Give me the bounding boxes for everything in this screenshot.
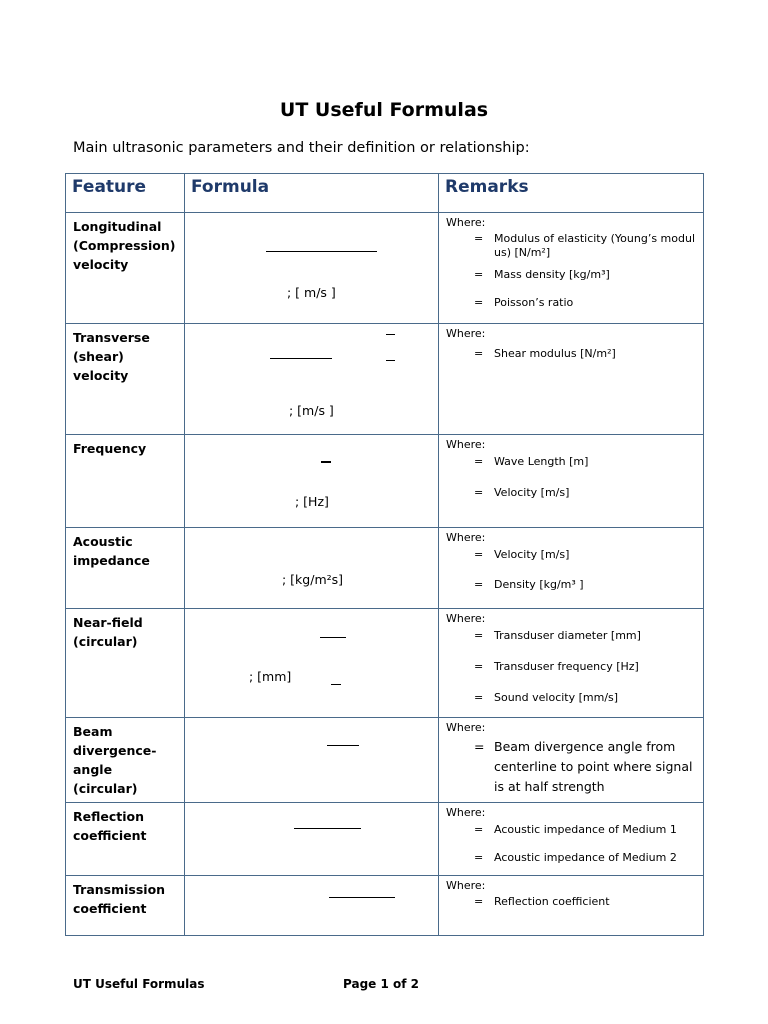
- feature-cell: Transverse (shear) velocity: [66, 324, 185, 435]
- remarks-cell: [439, 213, 704, 324]
- list-item: = Transduser diameter [mm]: [474, 629, 641, 642]
- list-item: = Sound velocity [mm/s]: [474, 691, 619, 704]
- feature-cell: Beam divergence-angle (circular): [66, 718, 185, 803]
- feature-cell: Frequency: [66, 435, 185, 528]
- formula-cell: [185, 803, 439, 876]
- footer-title: UT Useful Formulas: [73, 977, 205, 991]
- remarks-cell: [439, 609, 704, 718]
- remarks-cell: [439, 324, 704, 435]
- where-label: Where:: [446, 806, 486, 819]
- remarks-cell: [439, 435, 704, 528]
- formula-cell: [185, 213, 439, 324]
- formula-unit: ; [mm]: [249, 669, 292, 684]
- header-remarks: Remarks: [439, 174, 704, 213]
- list-item: = Beam divergence angle from centerline to point where signal is at half strength: [474, 739, 693, 794]
- table-row: [66, 435, 704, 528]
- header-formula: Formula: [185, 174, 439, 213]
- remarks-cell: [439, 876, 704, 936]
- list-item: = Velocity [m/s]: [474, 486, 570, 499]
- list-item: = Wave Length [m]: [474, 455, 589, 468]
- feature-cell: Transmission coefficient: [66, 876, 185, 936]
- table-row: [66, 803, 704, 876]
- table-header-row: [66, 174, 704, 213]
- table-row: [66, 718, 704, 803]
- table-row: [66, 324, 704, 435]
- where-label: Where:: [446, 438, 486, 451]
- table-row: [66, 609, 704, 718]
- fraction-bar: [320, 637, 346, 638]
- table-row: [66, 876, 704, 936]
- feature-cell: Near-field (circular): [66, 609, 185, 718]
- feature-cell: Longitudinal (Compression) velocity: [66, 213, 185, 324]
- header-feature: Feature: [66, 174, 185, 213]
- list-item: = Reflection coefficient: [474, 895, 610, 908]
- footer-page-number: Page 1 of 2: [343, 977, 419, 991]
- formula-cell: [185, 324, 439, 435]
- document-subtitle: Main ultrasonic parameters and their definition or relationship:: [73, 140, 530, 156]
- list-item: = Shear modulus [N/m²]: [474, 347, 616, 360]
- where-label: Where:: [446, 216, 486, 229]
- formula-cell: [185, 876, 439, 936]
- where-label: Where:: [446, 721, 486, 734]
- where-label: Where:: [446, 531, 486, 544]
- formula-cell: [185, 528, 439, 609]
- where-label: Where:: [446, 327, 486, 340]
- list-item: = Density [kg/m³ ]: [474, 578, 584, 591]
- table-row: [66, 528, 704, 609]
- formula-cell: [185, 718, 439, 803]
- list-item: = Velocity [m/s]: [474, 548, 570, 561]
- where-label: Where:: [446, 612, 486, 625]
- document-title: UT Useful Formulas: [279, 99, 489, 121]
- fraction-bar: [327, 745, 359, 746]
- formula-unit: ; [m/s ]: [289, 403, 334, 418]
- formula-unit: ; [ m/s ]: [287, 285, 336, 300]
- list-item: = Acoustic impedance of Medium 2: [474, 851, 677, 864]
- fraction-bar: [294, 828, 361, 829]
- formula-unit: ; [kg/m²s]: [282, 572, 344, 587]
- list-item: = Poisson’s ratio: [474, 296, 574, 309]
- formula-unit: ; [Hz]: [295, 494, 329, 509]
- fraction-bar: [386, 334, 395, 335]
- feature-cell: Reflection coefficient: [66, 803, 185, 876]
- list-item: = Modulus of elasticity (Young’s modul us) [N/m²]: [474, 232, 696, 259]
- fraction-bar: [386, 360, 395, 361]
- fraction-bar: [331, 684, 341, 685]
- fraction-bar: [270, 358, 332, 359]
- remarks-cell: [439, 718, 704, 803]
- formula-cell: [185, 435, 439, 528]
- list-item: = Transduser frequency [Hz]: [474, 660, 639, 673]
- remarks-cell: [439, 803, 704, 876]
- fraction-bar: [329, 897, 395, 898]
- list-item: = Mass density [kg/m³]: [474, 268, 610, 281]
- table-row: [66, 213, 704, 324]
- where-label: Where:: [446, 879, 486, 892]
- feature-cell: Acoustic impedance: [66, 528, 185, 609]
- remarks-cell: [439, 528, 704, 609]
- formula-cell: [185, 609, 439, 718]
- formula-table: [65, 173, 704, 936]
- fraction-bar: [321, 461, 331, 463]
- list-item: = Acoustic impedance of Medium 1: [474, 823, 677, 836]
- fraction-bar: [266, 251, 377, 252]
